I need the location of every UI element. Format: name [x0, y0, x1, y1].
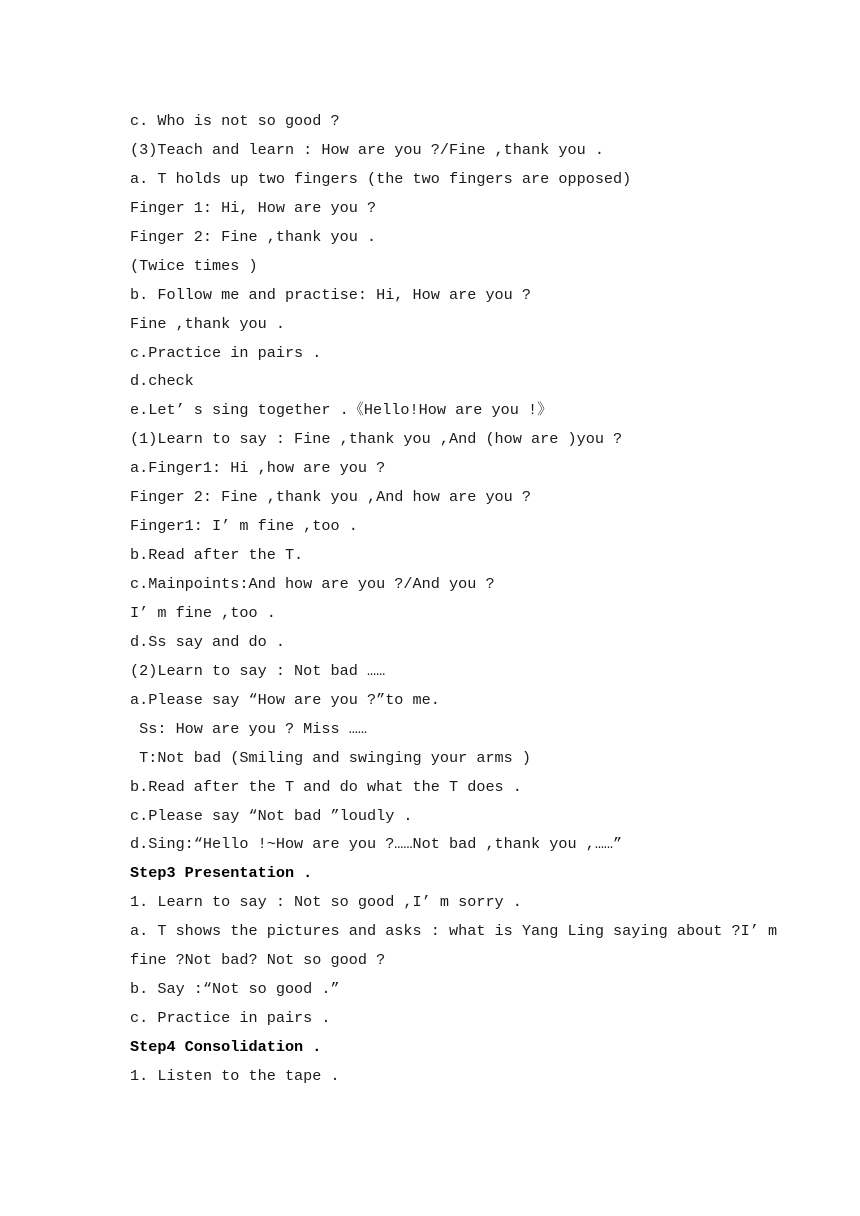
text-line: d.Ss say and do . — [130, 632, 285, 651]
section-heading: Step4 Consolidation . — [130, 1038, 322, 1056]
text-line: b.Read after the T. — [130, 546, 304, 565]
text-line: (1)Learn to say : Fine ,thank you ,And (how are )you ? — [130, 430, 623, 449]
text-line: c.Practice in pairs . — [130, 343, 322, 362]
text-line: (Twice times ) — [130, 256, 258, 275]
text-line: Finger 1: Hi, How are you ? — [130, 198, 377, 217]
text-line: b. Say :“Not so good .” — [130, 980, 340, 999]
text-line: a. T holds up two fingers (the two fingers are opposed) — [130, 169, 632, 188]
text-line: c.Mainpoints:And how are you ?/And you ? — [130, 575, 495, 593]
text-line: b. Follow me and practise: Hi, How are you ? — [130, 285, 532, 304]
text-line: 1. Learn to say : Not so good ,I’ m sorry . — [130, 893, 522, 912]
text-line: c. Who is not so good ? — [130, 112, 340, 130]
text-line: c.Please say “Not bad ”loudly . — [130, 806, 413, 825]
text-line: (2)Learn to say : Not bad …… — [130, 661, 386, 680]
document-body — [130, 107, 778, 1091]
text-line: (3)Teach and learn : How are you ?/Fine ,thank you . — [130, 140, 604, 159]
text-line: b.Read after the T and do what the T does . — [130, 777, 522, 796]
text-line: a.Please say “How are you ?”to me. — [130, 690, 440, 709]
text-line: fine ?Not bad? Not so good ? — [130, 951, 386, 970]
text-line: Finger 2: Fine ,thank you ,And how are you ? — [130, 488, 532, 507]
text-line: Fine ,thank you . — [130, 314, 285, 333]
text-line: c. Practice in pairs . — [130, 1009, 331, 1028]
text-line: d.check — [130, 372, 194, 391]
text-line: 1. Listen to the tape . — [130, 1066, 340, 1085]
text-line: e.Let’ s sing together .《Hello!How are you !》 — [130, 401, 553, 420]
text-line: a.Finger1: Hi ,how are you ? — [130, 459, 386, 478]
text-line: T:Not bad (Smiling and swinging your arms ) — [130, 748, 532, 767]
section-heading: Step3 Presentation . — [130, 864, 313, 883]
text-line: a. T shows the pictures and asks : what is Yang Ling saying about ?I’ m — [130, 922, 778, 941]
text-line: Finger 2: Fine ,thank you . — [130, 227, 377, 246]
text-line: Ss: How are you ? Miss …… — [130, 719, 367, 738]
text-line: d.Sing:“Hello !~How are you ?……Not bad ,thank you ,……” — [130, 835, 623, 854]
text-line: Finger1: I’ m fine ,too . — [130, 517, 358, 536]
text-line: I’ m fine ,too . — [130, 603, 276, 622]
